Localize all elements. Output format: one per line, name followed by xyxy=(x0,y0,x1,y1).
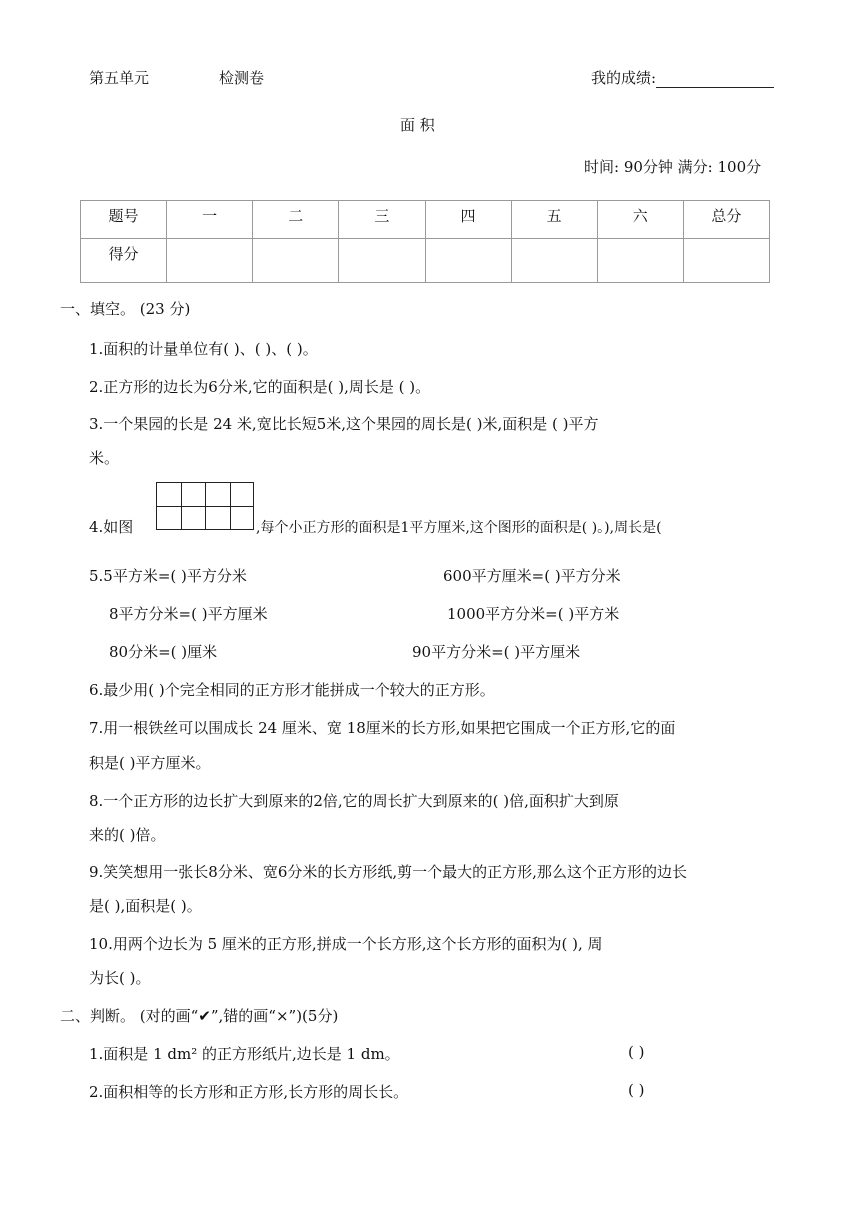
score-table-header: 三 xyxy=(339,201,425,239)
square-grid-figure xyxy=(156,482,254,530)
question-1-7-line1: 7.用一根铁丝可以围成长 24 厘米、宽 18厘米的长方形,如果把它围成一个正方形,它的面 xyxy=(89,719,676,737)
score-table-header: 二 xyxy=(253,201,339,239)
score-table-header: 四 xyxy=(425,201,511,239)
question-1-5c: 8平方分米=( )平方厘米 xyxy=(109,605,268,623)
score-table-header: 题号 xyxy=(81,201,167,239)
question-1-5e: 80分米=( )厘米 xyxy=(109,643,218,661)
score-table xyxy=(80,200,770,283)
exam-type-label: 检测卷 xyxy=(219,69,265,87)
exam-info: 时间: 90分钟 满分: 100分 xyxy=(584,158,762,176)
question-1-9-line1: 9.笑笑想用一张长8分米、宽6分米的长方形纸,剪一个最大的正方形,那么这个正方形的边长 xyxy=(89,863,687,881)
question-1-7-line2: 积是( )平方厘米。 xyxy=(89,754,211,772)
my-score-field xyxy=(591,67,774,88)
question-1-10-line1: 10.用两个边长为 5 厘米的正方形,拼成一个长方形,这个长方形的面积为( ), 周 xyxy=(89,935,603,953)
score-table-header: 五 xyxy=(511,201,597,239)
question-1-5d: 1000平方分米=( )平方米 xyxy=(447,605,620,623)
section2-heading: 二、判断。 (对的画“✔”,错的画“×”)(5分) xyxy=(60,1007,339,1025)
question-1-4-suffix: ,每个小正方形的面积是1平方厘米,这个图形的面积是( )。),周长是( xyxy=(256,520,662,536)
question-1-6: 6.最少用( )个完全相同的正方形才能拼成一个较大的正方形。 xyxy=(89,681,495,699)
question-2-2: 2.面积相等的长方形和正方形,长方形的周长长。 xyxy=(89,1083,409,1101)
score-cell[interactable] xyxy=(511,239,597,283)
page-title: 面 积 xyxy=(400,116,435,134)
section1-heading: 一、填空。 (23 分) xyxy=(60,300,191,318)
score-table-header-row xyxy=(81,201,770,239)
score-cell[interactable] xyxy=(425,239,511,283)
my-score-blank xyxy=(656,71,774,88)
question-1-2: 2.正方形的边长为6分米,它的面积是( ),周长是 ( )。 xyxy=(89,378,431,396)
question-1-5b: 600平方厘米=( )平方分米 xyxy=(443,567,621,585)
score-table-row xyxy=(81,239,770,283)
question-1-8-line1: 8.一个正方形的边长扩大到原来的2倍,它的周长扩大到原来的( )倍,面积扩大到原 xyxy=(89,792,619,810)
question-1-3-line1: 3.一个果园的长是 24 米,宽比长短5米,这个果园的周长是( )米,面积是 ( )平方 xyxy=(89,415,599,433)
question-1-10-line2: 为长( )。 xyxy=(89,969,151,987)
question-1-3-line2: 米。 xyxy=(89,449,120,467)
unit-label: 第五单元 xyxy=(89,69,150,87)
score-table-header: 总分 xyxy=(683,201,769,239)
question-1-1: 1.面积的计量单位有( )、( )、( )。 xyxy=(89,340,318,358)
score-cell[interactable] xyxy=(253,239,339,283)
score-cell[interactable] xyxy=(683,239,769,283)
question-1-8-line2: 来的( )倍。 xyxy=(89,826,166,844)
my-score-colon: : xyxy=(651,69,657,87)
question-1-5f: 90平方分米=( )平方厘米 xyxy=(412,643,581,661)
question-1-4-prefix: 4.如图 xyxy=(89,518,134,536)
score-cell[interactable] xyxy=(339,239,425,283)
score-row-label: 得分 xyxy=(81,239,167,283)
score-table-header: 六 xyxy=(597,201,683,239)
question-2-1-answer-paren[interactable]: ( ) xyxy=(628,1043,645,1061)
question-2-1: 1.面积是 1 dm² 的正方形纸片,边长是 1 dm。 xyxy=(89,1045,400,1063)
my-score-label: 我的成绩 xyxy=(591,69,652,87)
score-table-header: 一 xyxy=(167,201,253,239)
question-1-5a: 5.5平方米=( )平方分米 xyxy=(89,567,247,585)
score-cell[interactable] xyxy=(167,239,253,283)
question-2-2-answer-paren[interactable]: ( ) xyxy=(628,1081,645,1099)
score-cell[interactable] xyxy=(597,239,683,283)
question-1-9-line2: 是( ),面积是( )。 xyxy=(89,897,202,915)
